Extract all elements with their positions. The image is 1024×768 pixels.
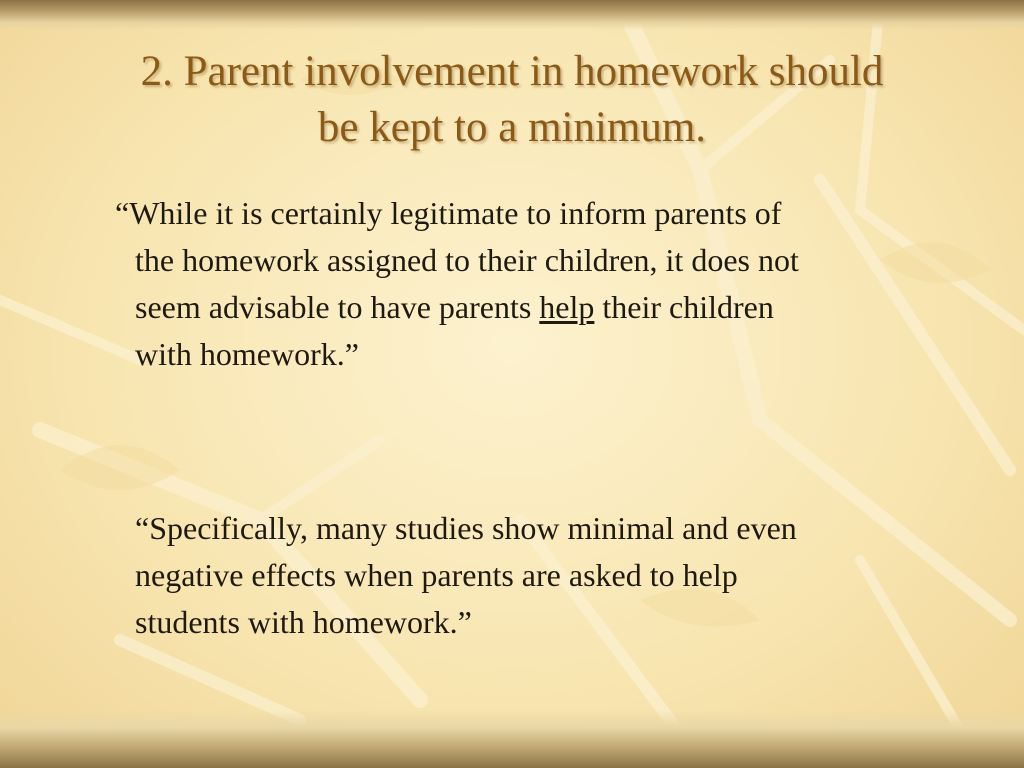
quote-2 [95, 505, 975, 646]
quote-2-line-2: negative effects when parents are asked to help [135, 557, 738, 593]
quote-1-line-3 [135, 284, 975, 331]
title-line-1 [40, 44, 984, 100]
bottom-gradient-band [0, 710, 1024, 768]
top-gradient-band [0, 0, 1024, 30]
underlined-help-word: help [539, 289, 595, 325]
quote-1-line-4: with homework.” [135, 336, 359, 372]
quote-1-line-2: the homework assigned to their children, it does not [135, 242, 799, 278]
slide-title [40, 44, 984, 156]
quote-1-line-1: “While it is certainly legitimate to inform parents of [115, 195, 782, 231]
quote-1-line-3-after: their children [594, 289, 774, 325]
quote-2-line-1: “Specifically, many studies show minimal and even [135, 510, 797, 546]
title-line-1-text: Parent involvement in homework should [183, 48, 884, 95]
title-number: 2. [140, 48, 173, 95]
title-line-2: be kept to a minimum. [317, 104, 707, 151]
quote-2-line-3: students with homework.” [135, 604, 472, 640]
quote-1-line-3-before: seem advisable to have parents [135, 289, 540, 325]
quote-1 [95, 190, 975, 378]
